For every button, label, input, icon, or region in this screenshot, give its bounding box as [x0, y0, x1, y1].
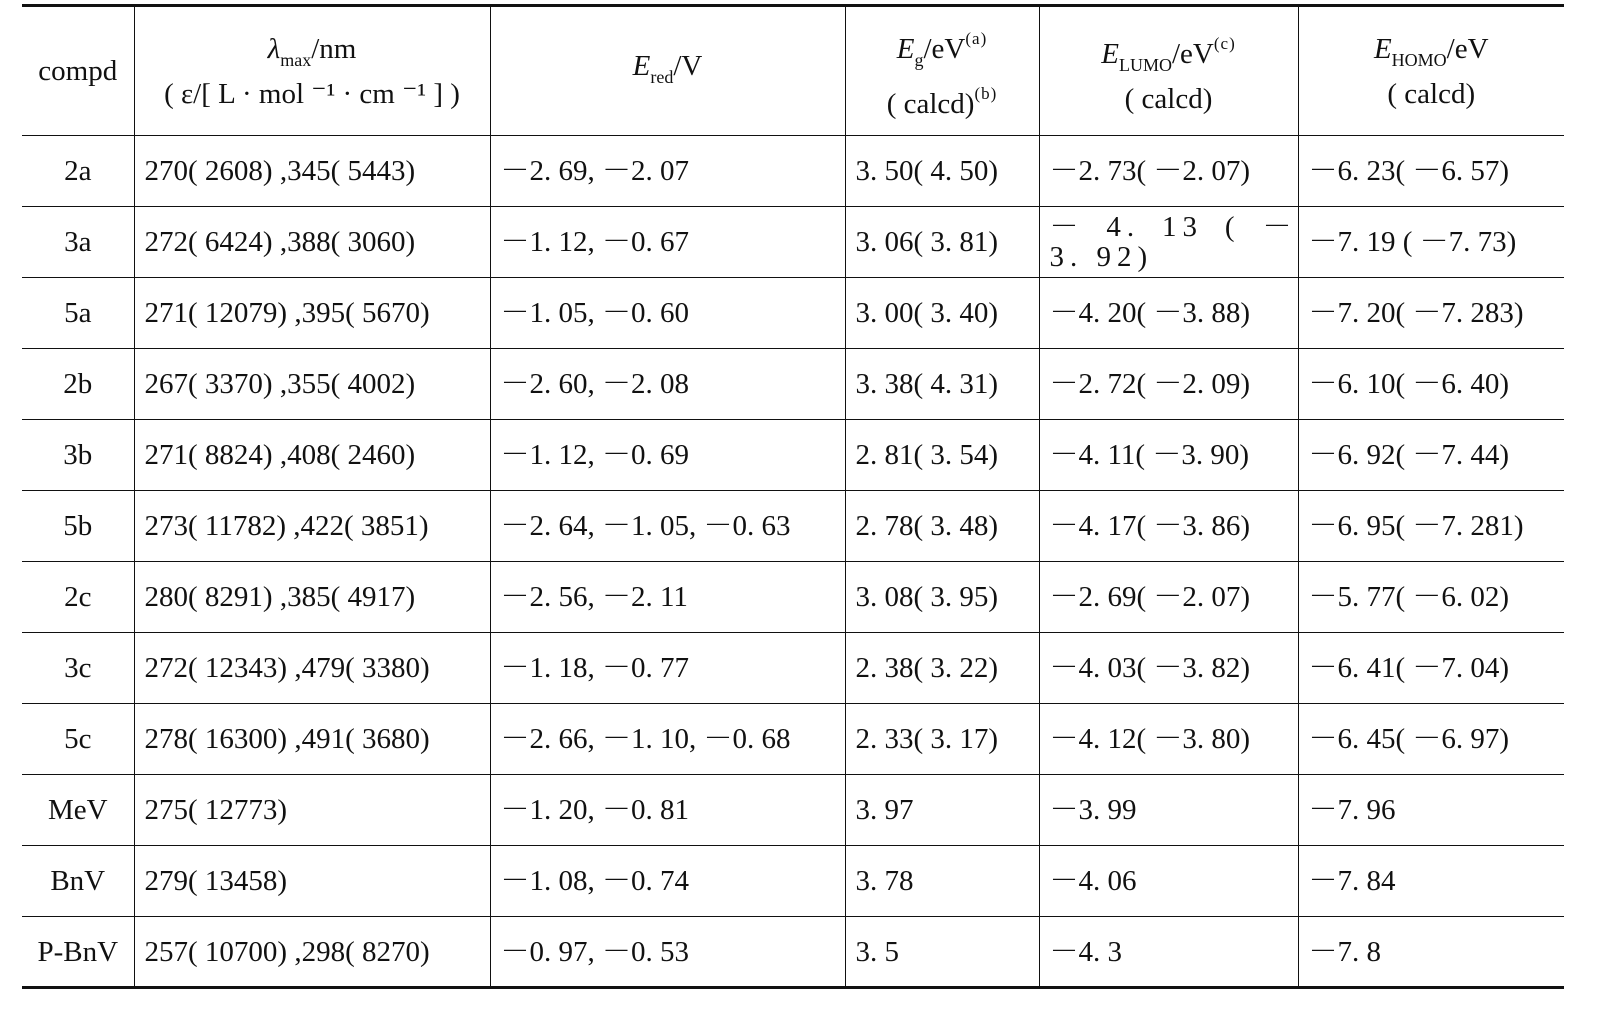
cell-compd: 5c — [22, 704, 134, 775]
cell-elumo: －4. 11( －3. 90) — [1039, 420, 1298, 491]
cell-eg: 3. 97 — [845, 775, 1039, 846]
header-lambda-line1 — [135, 32, 490, 77]
cell-elumo: －4. 20( －3. 88) — [1039, 278, 1298, 349]
cell-ered: －0. 97, －0. 53 — [490, 917, 845, 988]
header-e-g — [845, 6, 1039, 136]
cell-eg: 2. 38( 3. 22) — [845, 633, 1039, 704]
table-header — [22, 6, 1564, 136]
cell-compd: 5a — [22, 278, 134, 349]
cell-ered: －1. 20, －0. 81 — [490, 775, 845, 846]
elumo-symbol: E — [1101, 37, 1119, 70]
cell-eg: 3. 06( 3. 81) — [845, 207, 1039, 278]
table-row — [22, 846, 1564, 917]
header-ehomo-line1 — [1299, 32, 1565, 77]
cell-eg: 2. 81( 3. 54) — [845, 420, 1039, 491]
cell-ehomo: －6. 10( －6. 40) — [1298, 349, 1564, 420]
header-eg-line1 — [846, 22, 1039, 77]
header-ered-line1 — [491, 49, 845, 94]
header-e-red — [490, 6, 845, 136]
cell-elumo: －2. 72( －2. 09) — [1039, 349, 1298, 420]
cell-ered: －2. 64, －1. 05, －0. 63 — [490, 491, 845, 562]
cell-eg: 2. 78( 3. 48) — [845, 491, 1039, 562]
cell-ehomo: －6. 45( －6. 97) — [1298, 704, 1564, 775]
cell-ered: －1. 18, －0. 77 — [490, 633, 845, 704]
table-row — [22, 420, 1564, 491]
lambda-unit: /nm — [311, 32, 357, 65]
cell-lambda: 272( 12343) ,479( 3380) — [134, 633, 490, 704]
cell-lambda: 272( 6424) ,388( 3060) — [134, 207, 490, 278]
table-row — [22, 633, 1564, 704]
cell-eg: 3. 38( 4. 31) — [845, 349, 1039, 420]
cell-lambda: 267( 3370) ,355( 4002) — [134, 349, 490, 420]
header-compd — [22, 6, 134, 136]
elumo-subscript: LUMO — [1118, 54, 1172, 75]
cell-compd: 3c — [22, 633, 134, 704]
ered-symbol: E — [632, 49, 651, 82]
eg-subscript: g — [914, 49, 924, 70]
cell-eg: 3. 50( 4. 50) — [845, 136, 1039, 207]
cell-elumo: －2. 73( －2. 07) — [1039, 136, 1298, 207]
header-lambda-max — [134, 6, 490, 136]
cell-ered: －2. 60, －2. 08 — [490, 349, 845, 420]
ehomo-unit: /eV — [1446, 32, 1489, 65]
ehomo-symbol: E — [1373, 32, 1392, 65]
header-ehomo-line2: ( calcd) — [1387, 77, 1476, 110]
cell-eg: 3. 00( 3. 40) — [845, 278, 1039, 349]
cell-eg: 2. 33( 3. 17) — [845, 704, 1039, 775]
header-elumo-line1 — [1040, 27, 1298, 82]
eg-symbol: E — [896, 32, 915, 65]
cell-compd: BnV — [22, 846, 134, 917]
cell-elumo: －3. 99 — [1039, 775, 1298, 846]
cell-ered: －1. 08, －0. 74 — [490, 846, 845, 917]
cell-elumo: －2. 69( －2. 07) — [1039, 562, 1298, 633]
cell-ehomo: －5. 77( －6. 02) — [1298, 562, 1564, 633]
data-table — [22, 4, 1564, 989]
lambda-symbol: λ — [267, 32, 281, 65]
cell-ered: －1. 12, －0. 69 — [490, 420, 845, 491]
cell-lambda: 271( 8824) ,408( 2460) — [134, 420, 490, 491]
cell-ered: －2. 69, －2. 07 — [490, 136, 845, 207]
cell-lambda: 280( 8291) ,385( 4917) — [134, 562, 490, 633]
header-eg-line2 — [846, 77, 1039, 121]
cell-compd: 5b — [22, 491, 134, 562]
header-elumo-line2: ( calcd) — [1124, 82, 1213, 115]
cell-ered: －2. 56, －2. 11 — [490, 562, 845, 633]
table-row — [22, 917, 1564, 988]
table-row — [22, 562, 1564, 633]
cell-ehomo: －6. 92( －7. 44) — [1298, 420, 1564, 491]
table-row — [22, 136, 1564, 207]
header-row — [22, 6, 1564, 136]
cell-lambda: 279( 13458) — [134, 846, 490, 917]
elumo-unit: /eV — [1171, 37, 1214, 70]
header-compd-label: compd — [38, 55, 118, 87]
cell-ehomo: －6. 23( －6. 57) — [1298, 136, 1564, 207]
cell-elumo: －4. 06 — [1039, 846, 1298, 917]
table-row — [22, 491, 1564, 562]
ered-subscript: red — [650, 66, 674, 87]
cell-ered: －1. 05, －0. 60 — [490, 278, 845, 349]
ered-unit: /V — [673, 49, 703, 82]
table-row — [22, 349, 1564, 420]
cell-lambda: 271( 12079) ,395( 5670) — [134, 278, 490, 349]
cell-compd: MeV — [22, 775, 134, 846]
cell-ehomo: －7. 84 — [1298, 846, 1564, 917]
data-table-container — [22, 4, 1564, 989]
cell-ehomo: －7. 8 — [1298, 917, 1564, 988]
cell-ehomo: －7. 20( －7. 283) — [1298, 278, 1564, 349]
cell-compd: 2b — [22, 349, 134, 420]
cell-ehomo: －6. 41( －7. 04) — [1298, 633, 1564, 704]
header-e-homo — [1298, 6, 1564, 136]
ehomo-subscript: HOMO — [1391, 49, 1447, 70]
table-row — [22, 278, 1564, 349]
header-lambda-line2: ( ε/[ L · mol ⁻¹ · cm ⁻¹ ] ) — [164, 77, 460, 110]
cell-elumo: －4. 3 — [1039, 917, 1298, 988]
elumo-footnote-mark: (c) — [1213, 33, 1236, 53]
table-body — [22, 136, 1564, 988]
eg-calcd-footnote-mark: (b) — [974, 83, 998, 103]
cell-eg: 3. 78 — [845, 846, 1039, 917]
cell-compd: 2c — [22, 562, 134, 633]
cell-eg: 3. 08( 3. 95) — [845, 562, 1039, 633]
cell-lambda: 278( 16300) ,491( 3680) — [134, 704, 490, 775]
cell-ehomo: －7. 19 ( －7. 73) — [1298, 207, 1564, 278]
cell-lambda: 273( 11782) ,422( 3851) — [134, 491, 490, 562]
table-row — [22, 775, 1564, 846]
cell-compd: 2a — [22, 136, 134, 207]
cell-elumo: －4. 12( －3. 80) — [1039, 704, 1298, 775]
cell-compd: 3a — [22, 207, 134, 278]
cell-ehomo: －7. 96 — [1298, 775, 1564, 846]
lambda-subscript: max — [280, 49, 312, 70]
eg-footnote-mark: (a) — [965, 28, 988, 48]
cell-compd: P-BnV — [22, 917, 134, 988]
cell-lambda: 257( 10700) ,298( 8270) — [134, 917, 490, 988]
cell-elumo: －4. 17( －3. 86) — [1039, 491, 1298, 562]
cell-elumo: －4. 03( －3. 82) — [1039, 633, 1298, 704]
cell-elumo: － 4. 13 ( － 3. 92) — [1039, 207, 1298, 278]
table-row — [22, 704, 1564, 775]
table-row — [22, 207, 1564, 278]
eg-calcd: ( calcd) — [886, 87, 975, 120]
cell-ehomo: －6. 95( －7. 281) — [1298, 491, 1564, 562]
cell-ered: －2. 66, －1. 10, －0. 68 — [490, 704, 845, 775]
cell-lambda: 275( 12773) — [134, 775, 490, 846]
cell-eg: 3. 5 — [845, 917, 1039, 988]
eg-unit: /eV — [923, 32, 966, 65]
header-e-lumo — [1039, 6, 1298, 136]
cell-compd: 3b — [22, 420, 134, 491]
cell-ered: －1. 12, －0. 67 — [490, 207, 845, 278]
cell-lambda: 270( 2608) ,345( 5443) — [134, 136, 490, 207]
